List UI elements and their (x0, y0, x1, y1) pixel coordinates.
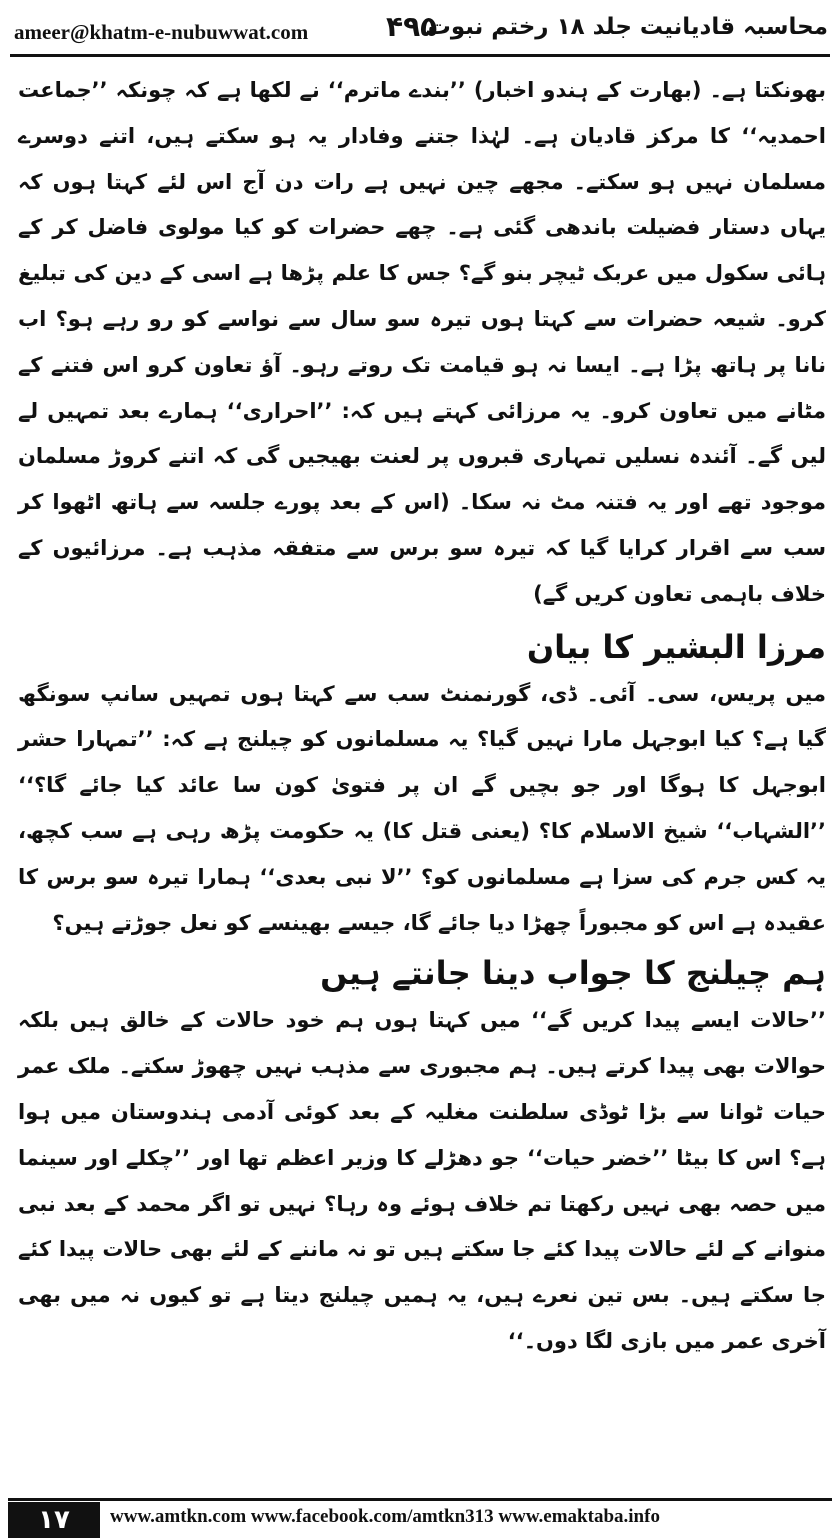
page-body (18, 68, 826, 1365)
header-email: ameer@khatm-e-nubuwwat.com (14, 20, 309, 44)
body-paragraph: بھونکتا ہے۔ (بھارت کے ہندو اخبار) ’’بندے ماترم‘‘ نے لکھا ہے کہ چونکہ ’’جماعت احمدیہ‘‘ کا مرکز قادیان ہے۔ لہٰذا جتنے وفادار یہ ہو سکتے ہیں، اتنے دوسرے مسلمان نہیں ہو سکتے۔ مجھے چین نہیں ہے رات دن آج اس لئے کہتا ہوں کہ یہاں دستار فضیلت باندھی گئی ہے۔ چھے حضرات کو کیا مولوی فاضل کر کے ہائی سکول میں عربک ٹیچر بنو گے؟ جس کا علم پڑھا ہے اسی کے دین کی تبلیغ کرو۔ شیعہ حضرات سے کہتا ہوں تیرہ سو سال سے نواسے کو رو رہے ہو؟ اب نانا پر ہاتھ پڑا ہے۔ ایسا نہ ہو قیامت تک روتے رہو۔ آؤ تعاون کرو اس فتنے کے مٹانے میں تعاون کرو۔ یہ مرزائی کہتے ہیں کہ: ’’احراری‘‘ ہمارے بعد تمہیں لے لیں گے۔ آئندہ نسلیں تمہاری قبروں پر لعنت بھیجیں گی کہ اتنے کروڑ مسلمان موجود تھے اور یہ فتنہ مٹ نہ سکا۔ (اس کے بعد پورے جلسہ سے ہاتھ اٹھوا کر سب سے اقرار کرایا گیا کہ تیرہ سو برس سے متفقہ مذہب ہے۔ مرزائیوں کے خلاف باہمی تعاون کریں گے) (18, 78, 826, 606)
body-paragraph: ’’حالات ایسے پیدا کریں گے‘‘ میں کہتا ہوں ہم خود حالات کے خالق ہیں بلکہ حوالات بھی پیدا کرتے ہیں۔ ہم مجبوری سے مذہب نہیں چھوڑ سکتے۔ ملک عمر حیات ٹوانا سے بڑا ٹوڈی سلطنت مغلیہ کے بعد کوئی آدمی ہندوستان میں ہوا ہے؟ اس کا بیٹا ’’خضر حیات‘‘ جو دھڑلے کا وزیر اعظم تھا اور ’’چکلے اور سینما میں حصہ بھی نہیں رکھتا تم خلاف ہوئے وہ رہا؟ نہیں تو اگر محمد کے بعد نبی منوانے کے لئے حالات پیدا کئے جا سکتے ہیں تو نہ ماننے کے لئے بھی حالات پیدا کئے جا سکتے ہیں۔ بس تین نعرے ہیں، یہ ہمیں چیلنج دیتا ہے تو کیوں نہ میں بھی آخری عمر میں بازی لگا دوں۔‘‘ (18, 1008, 826, 1353)
footer-websites: www.amtkn.com www.facebook.com/amtkn313 www.emaktaba.info (110, 1506, 660, 1527)
section-heading: مرزا البشیر کا بیان (526, 627, 826, 666)
book-title: محاسبہ قادیانیت جلد ۱۸ رختم نبوت (427, 14, 828, 40)
body-paragraph: میں پریس، سی۔ آئی۔ ڈی، گورنمنٹ سب سے کہتا ہوں تمہیں سانپ سونگھ گیا ہے؟ کیا ابوجہل مارا نہیں گیا؟ یہ مسلمانوں کو چیلنج ہے کہ: ’’تمہارا حشر ابوجہل کا ہوگا اور جو بچیں گے ان پر فتویٰ کون سا عائد کیا جائے گا؟‘‘ ’’الشہاب‘‘ شیخ الاسلام کا؟ (یعنی قتل کا) یہ حکومت پڑھ رہی ہے سب کچھ، یہ کس جرم کی سزا ہے مسلمانوں کو؟ ’’لا نبی بعدی‘‘ ہمارا تیرہ سو برس کا عقیدہ ہے اس کو مجبوراً چھڑا دیا جائے گا، جیسے بھینسے کو نعل جوڑتے ہیں؟ (18, 681, 826, 935)
section-heading: ہم چیلنج کا جواب دینا جانتے ہیں (320, 954, 826, 993)
page-header (0, 0, 840, 58)
page-number: ۴۹۵ (386, 10, 438, 43)
footer-number-badge: ۱۷ (8, 1502, 100, 1538)
page-footer (0, 1498, 840, 1540)
header-divider (10, 54, 830, 57)
footer-divider (8, 1498, 832, 1501)
